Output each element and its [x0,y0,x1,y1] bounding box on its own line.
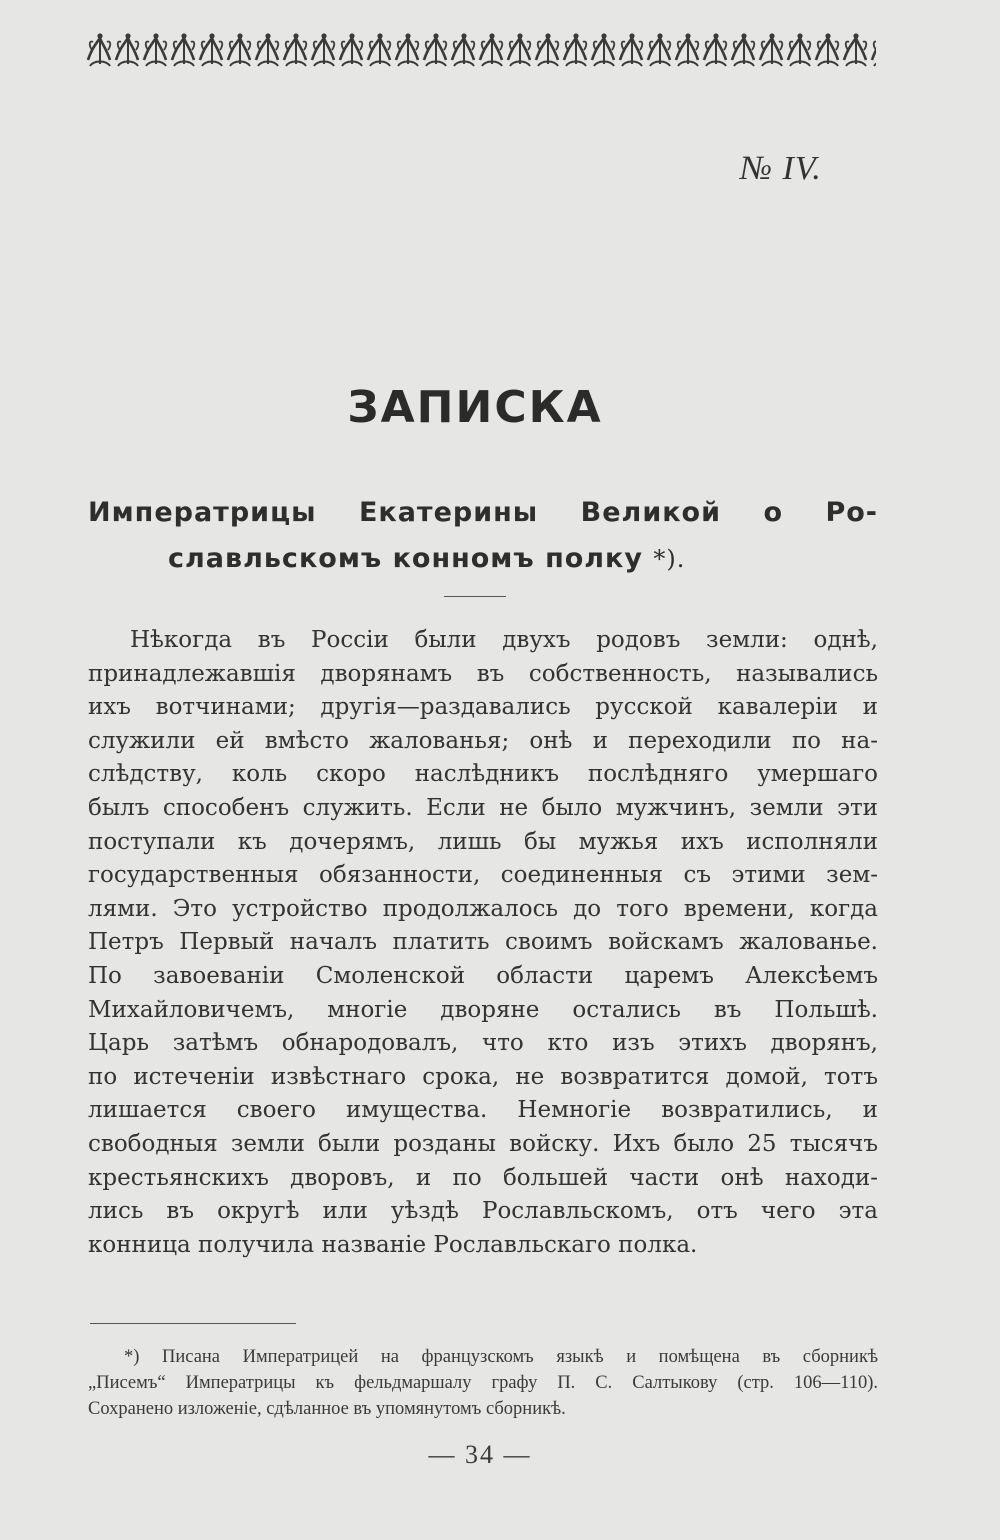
title-divider [444,596,506,598]
body-line: конница получила названіе Рославльскаго полка. [88,1231,698,1258]
body-line: Михайловичемъ, многіе дворяне остались въ Польшѣ. [88,996,878,1023]
footnote [88,1344,878,1422]
footnote-marker: *). [653,545,686,573]
body-line: Нѣкогда въ Россіи были двухъ родовъ земли: однѣ, [130,627,878,653]
decorative-header-ornament [86,30,876,70]
subtitle-line-2-text: славльскомъ конномъ полку [168,543,643,574]
body-line: Царь затѣмъ обнародовалъ, что кто изъ этихъ дворянъ, [88,1030,878,1057]
subtitle-line-2 [88,536,878,582]
subtitle [88,490,878,582]
body-line: крестьянскихъ дворовъ, и по большей части онѣ находи- [88,1164,878,1191]
body-line: государственныя обязанности, соединенныя съ этими зем- [88,862,878,889]
body-line: лями. Это устройство продолжалось до того времени, когда [88,895,878,922]
document-number: № IV. [740,150,822,187]
page-title: ЗАПИСКА [347,382,603,433]
body-line: лись въ округѣ или уѣздѣ Рославльскомъ, отъ чего эта [88,1198,878,1225]
subtitle-line-1: Императрицы Екатерины Великой о Ро- [88,497,878,528]
body-line: свободныя земли были розданы войску. Ихъ было 25 тысячъ [88,1130,878,1157]
body-line: ихъ вотчинами; другія—раздавались русской кавалеріи и [88,694,878,721]
body-line: слѣдству, коль скоро наслѣдникъ послѣдняго умершаго [88,761,878,788]
body-line: поступали къ дочерямъ, лишь бы мужья ихъ исполняли [88,828,878,855]
body-line: лишается своего имущества. Немногіе возвратились, и [88,1097,878,1124]
body-line: принадлежавшія дворянамъ въ собственность, назывались [88,660,878,687]
body-line: служили ей вмѣсто жалованья; онѣ и переходили по на- [88,727,878,754]
body-line: По завоеваніи Смоленской области царемъ Алексѣемъ [88,962,878,989]
footnote-line: *) Писана Императрицей на французскомъ языкѣ и помѣщена въ сборникѣ [124,1347,878,1367]
body-line: Петръ Первый началъ платить своимъ войскамъ жалованье. [88,929,878,956]
body-paragraph [88,624,878,1262]
footnote-line: Сохранено изложеніе, сдѣланное въ упомянутомъ сборникѣ. [88,1399,566,1419]
footnote-line: „Писемъ“ Императрицы къ фельдмаршалу графу П. С. Салтыкову (стр. 106—110). [88,1373,878,1393]
page-number: — 34 — [428,1440,532,1469]
body-line: по истеченіи извѣстнаго срока, не возвратится домой, тотъ [88,1063,878,1090]
footnote-divider [90,1323,296,1325]
body-line: былъ способенъ служить. Если не было мужчинъ, земли эти [88,794,878,821]
